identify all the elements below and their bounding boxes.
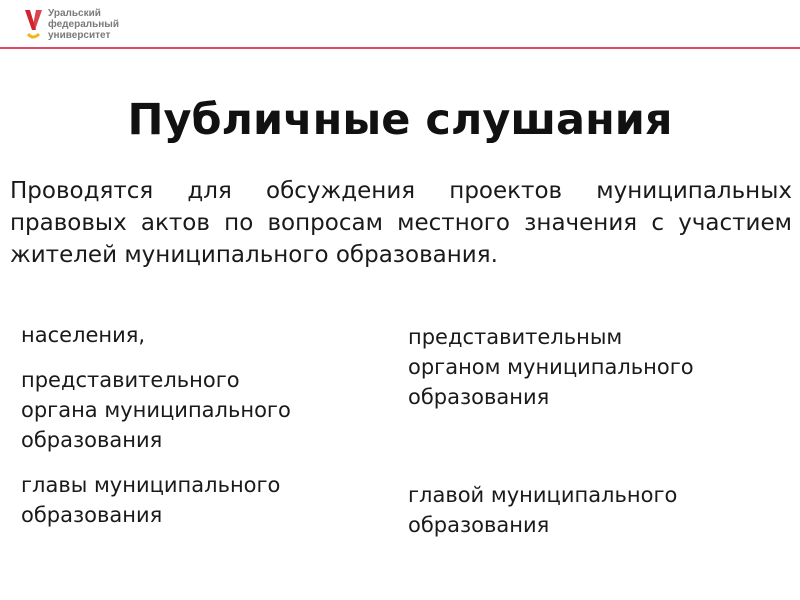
logo-line-3: университет (48, 30, 111, 41)
logo-wordmark (48, 8, 119, 41)
left-item-head: главы муниципального образования (21, 473, 281, 527)
left-column (21, 320, 391, 530)
header-divider (0, 47, 800, 49)
intro-paragraph: Проводятся для обсуждения проектов муниципальных правовых актов по вопросам местного значения с участием жителей муниципального образования. (10, 178, 792, 268)
university-logo (22, 6, 119, 44)
logo-line-1: Уральский (48, 8, 101, 19)
left-item-population: населения, (21, 323, 146, 347)
slide-title: Публичные слушания (127, 95, 673, 145)
ural-federal-university-logo-icon (22, 6, 44, 42)
right-item-head: главой муниципального образования (408, 483, 678, 537)
left-item-representative-body: представительного органа муниципального образования (21, 368, 291, 452)
right-item-representative-body: представительным органом муниципального образования (408, 325, 694, 409)
logo-line-2: федеральный (48, 19, 119, 30)
